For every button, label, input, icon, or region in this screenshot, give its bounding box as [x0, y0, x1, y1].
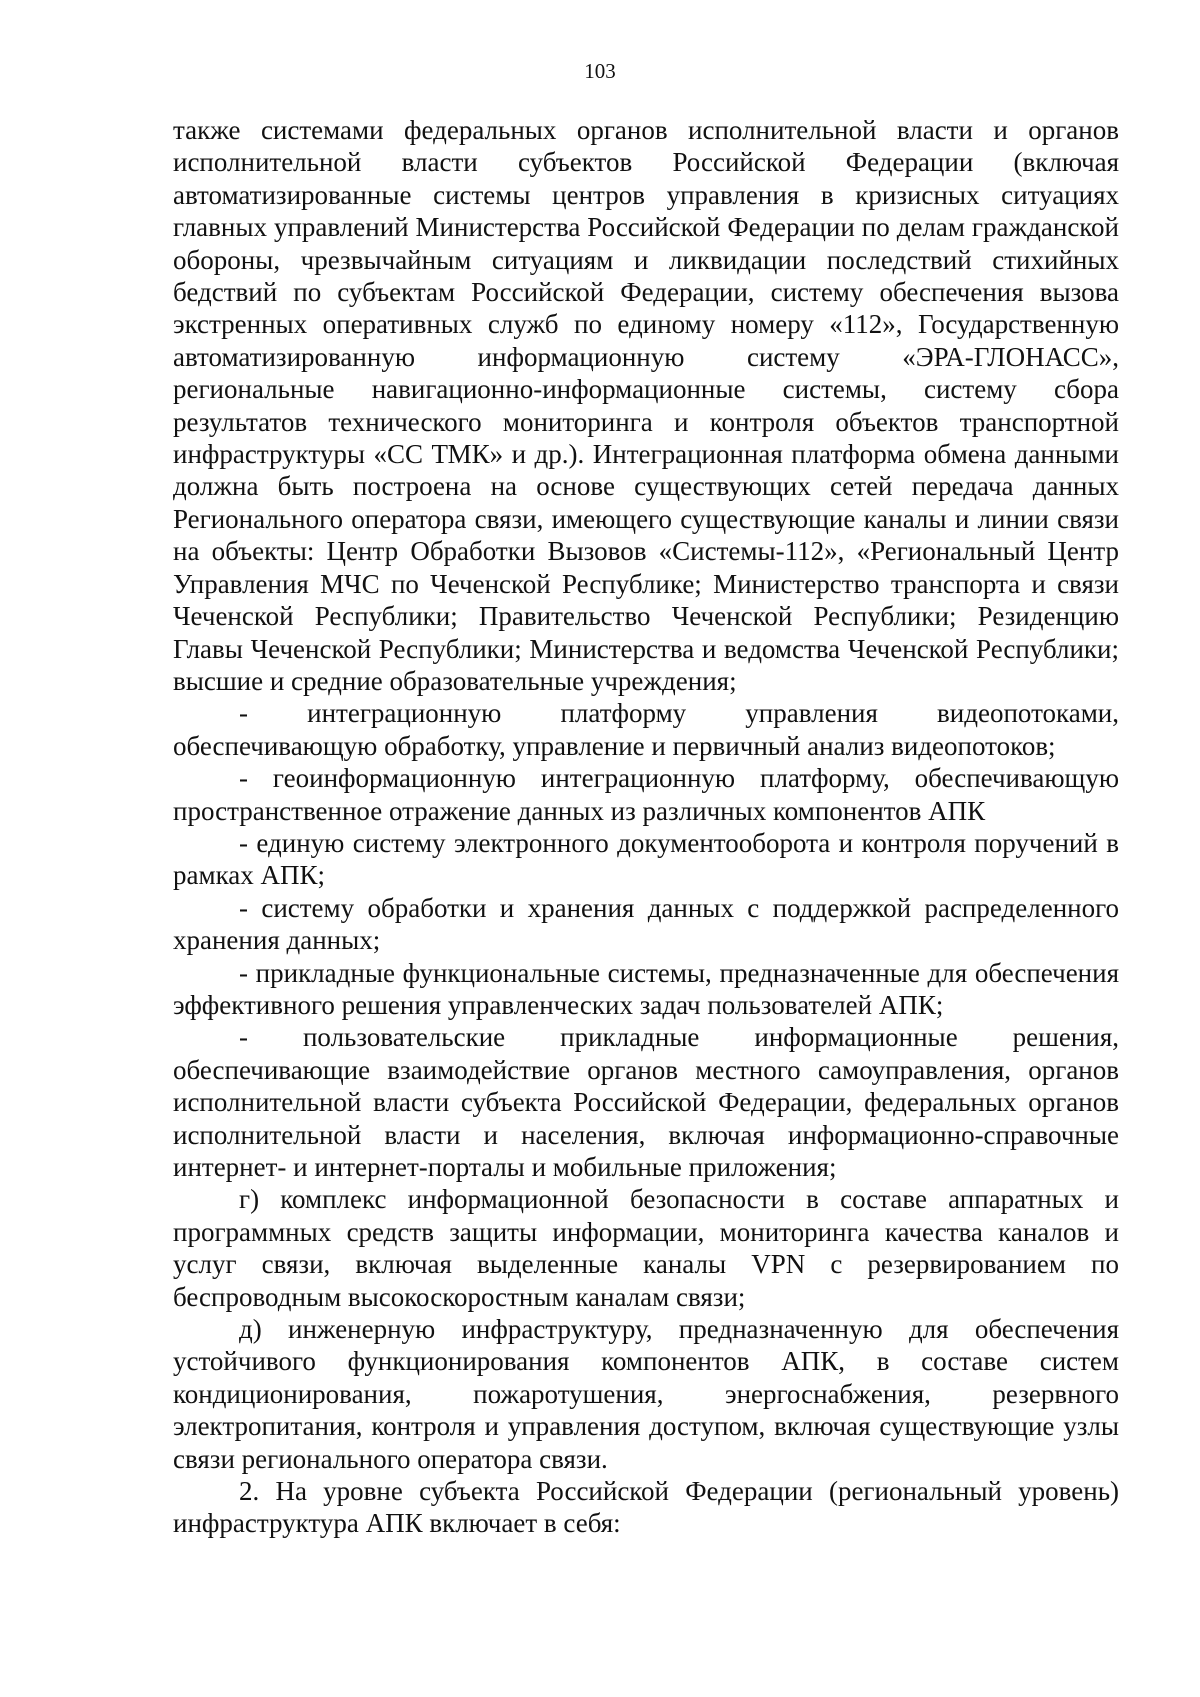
paragraph-security-complex: г) комплекс информационной безопасности в составе аппаратных и программных средств защиты информации, мониторинга качества каналов и услуг связи, включая выделенные каналы VPN с резервированием по беспроводным высокоскоростным каналам связи;: [173, 1184, 1119, 1312]
list-item-data-storage: - систему обработки и хранения данных с поддержкой распределенного хранения данных;: [173, 892, 1119, 956]
paragraph-regional-level: 2. На уровне субъекта Российской Федерации (региональный уровень) инфраструктура АПК включает в себя:: [173, 1476, 1119, 1539]
paragraph-continuation: также системами федеральных органов исполнительной власти и органов исполнительной власти субъектов Российской Федерации (включая автоматизированные системы центров управления в кризисных ситуациях главных управлений Министерства Российской Федерации по делам гражданской обороны, чрезвычайным ситуациям и ликвидации последствий стихийных бедствий по субъектам Российской Федерации, систему обеспечения вызова экстренных оперативных служб по единому номеру «112», Государственную автоматизированную информационную систему «ЭРА-ГЛОНАСС», региональные навигационно-информационные системы, систему сбора результатов технического мониторинга и контроля объектов транспортной инфраструктуры «СС ТМК» и др.). Интеграционная платформа обмена данными должна быть построена на основе существующих сетей передача данных Регионального оператора связи, имеющего существующие каналы и линии связи на объекты: Центр Обработки Вызовов «Системы-112», «Региональный Центр Управления МЧС по Чеченской Республике; Министерство транспорта и связи Чеченской Республики; Правительство Чеченской Республики; Резиденцию Главы Чеченской Республики; Министерства и ведомства Чеченской Республики; высшие и средние образовательные учреждения;: [173, 115, 1119, 696]
list-item-user-solutions: - пользовательские прикладные информационные решения, обеспечивающие взаимодействие органов местного самоуправления, органов исполнительной власти субъекта Российской Федерации, федеральных органов исполнительной власти и населения, включая информационно-справочные интернет- и интернет-порталы и мобильные приложения;: [173, 1022, 1119, 1182]
list-item-document-system: - единую систему электронного документооборота и контроля поручений в рамках АПК;: [173, 827, 1119, 891]
body-text: [173, 114, 1119, 1540]
list-item-geo-platform: - геоинформационную интеграционную платформу, обеспечивающую пространственное отражение данных из различных компонентов АПК: [173, 763, 1119, 826]
list-item-video-platform: - интеграционную платформу управления видеопотоками, обеспечивающую обработку, управление и первичный анализ видеопотоков;: [173, 698, 1119, 761]
list-item-applied-systems: - прикладные функциональные системы, предназначенные для обеспечения эффективного решения управленческих задач пользователей АПК;: [173, 957, 1119, 1020]
paragraph-engineering-infrastructure: д) инженерную инфраструктуру, предназначенную для обеспечения устойчивого функционирования компонентов АПК, в составе систем кондиционирования, пожаротушения, энергоснабжения, резервного электропитания, контроля и управления доступом, включая существующие узлы связи регионального оператора связи.: [173, 1314, 1119, 1474]
page-number: 103: [584, 59, 616, 83]
